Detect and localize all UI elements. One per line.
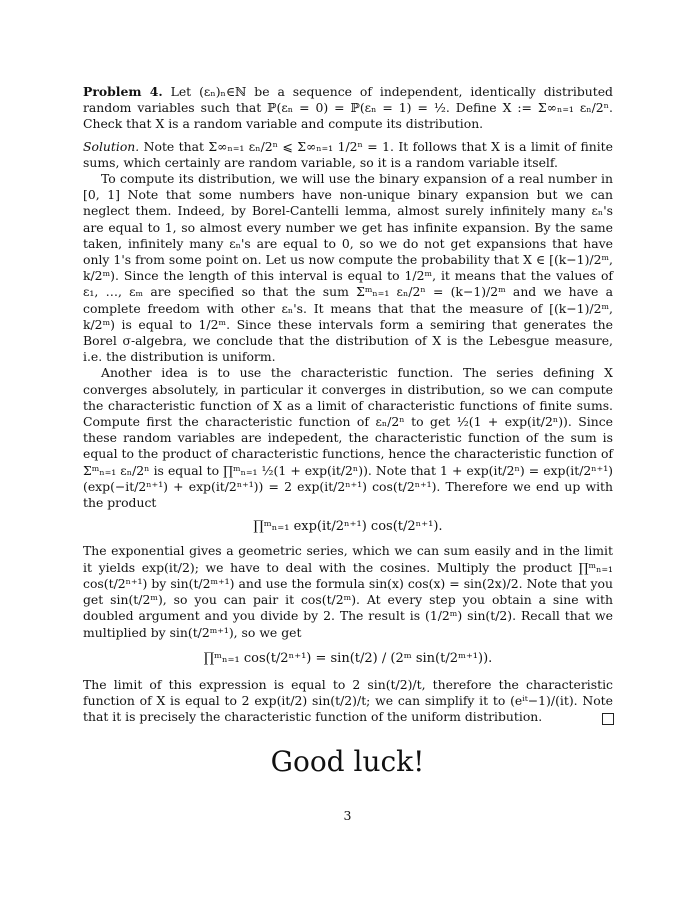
closing-message: Good luck! [270, 745, 425, 778]
solution-paragraph-4: The exponential gives a geometric series, which we can sum easily and in the limit it yields exp(it/2); we have to deal with the cosines. Multiply the product ∏ᵐₙ₌₁ cos(t/2ⁿ⁺¹) by sin(t/2ᵐ⁺¹) and use the formula sin(x) cos(x) = sin(2x)/2. Note that you get sin(t/2ᵐ), so you can pair it cos(t/2ᵐ). At every step you obtain a sine with doubled argument and you divide by 2. The result is (1/2ᵐ) sin(t/2). Recall that we multiplied by sin(t/2ᵐ⁺¹), so we get [83, 543, 613, 640]
page-number: 3 [343, 808, 352, 823]
solution-paragraph-3: Another idea is to use the characteristic function. The series defining X converges absolutely, in particular it converges in distribution, so we can compute the characteristic function of X as a limit of characteristic functions of finite sums. Compute first the characteristic function of εₙ/2ⁿ to get ½(1 + exp(it/2ⁿ)). Since these random variables are indepedent, the characteristic function of the sum is equal to the product of characteristic functions, hence the characteristic function of Σᵐₙ₌₁ εₙ/2ⁿ is equal to ∏ᵐₙ₌₁ ½(1 + exp(it/2ⁿ)). Note that 1 + exp(it/2ⁿ) = exp(it/2ⁿ⁺¹)(exp(−it/2ⁿ⁺¹) + exp(it/2ⁿ⁺¹)) = 2 exp(it/2ⁿ⁺¹) cos(t/2ⁿ⁺¹). Therefore we end up with the product [83, 365, 613, 511]
problem-statement: Let (εₙ)ₙ∈ℕ be a sequence of independent, identically distributed random variables such that ℙ(εₙ = 0) = ℙ(εₙ = 1) = ½. Define X := Σ∞ₙ₌₁ εₙ/2ⁿ. Check that X is a random variable and compute its distribution. [83, 84, 613, 132]
solution-paragraph-1 [83, 139, 613, 171]
solution-paragraph-2: To compute its distribution, we will use the binary expansion of a real number in [0, 1] Note that some numbers have non-unique binary expansion but we can neglect them. Indeed, by Borel-Cantelli lemma, almost surely infinitely many εₙ's are equal to 1, so almost every number we get has infinite expansion. By the same taken, infinitely many εₙ's are equal to 0, so we do not get expansions that have only 1's from some point on. Let us now compute the probability that X ∈ [(k−1)/2ᵐ, k/2ᵐ). Since the length of this interval is equal to 1/2ᵐ, it means that the values of ε₁, …, εₘ are specified so that the sum Σᵐₙ₌₁ εₙ/2ⁿ = (k−1)/2ᵐ and we have a complete freedom with other εₙ's. It means that that the measure of [(k−1)/2ᵐ, k/2ᵐ) is equal to 1/2ᵐ. Since these intervals form a semiring that generates the Borel σ-algebra, we conclude that the distribution of X is the Lebesgue measure, i.e. the distribution is uniform. [83, 171, 613, 365]
document-body [83, 84, 613, 726]
problem-label: Problem 4. [83, 84, 163, 99]
solution-text-1: Note that Σ∞ₙ₌₁ εₙ/2ⁿ ⩽ Σ∞ₙ₌₁ 1/2ⁿ = 1. It follows that X is a limit of finite sums, which certainly are random variable, so it is a random variable itself. [83, 138, 613, 170]
display-equation-1: ∏ᵐₙ₌₁ exp(it/2ⁿ⁺¹) cos(t/2ⁿ⁺¹). [253, 519, 443, 535]
qed-square-icon [602, 713, 614, 725]
problem-paragraph [83, 84, 613, 133]
solution-label: Solution. [83, 138, 140, 154]
display-equation-2: ∏ᵐₙ₌₁ cos(t/2ⁿ⁺¹) = sin(t/2) / (2ᵐ sin(t/2ᵐ⁺¹)). [203, 650, 493, 666]
solution-paragraph-5: The limit of this expression is equal to 2 sin(t/2)/t, therefore the characteristic function of X is equal to 2 exp(it/2) sin(t/2)/t; we can simplify it to (eⁱᵗ−1)/(it). Note that it is precisely the characteristic function of the uniform distribution. [83, 676, 613, 725]
